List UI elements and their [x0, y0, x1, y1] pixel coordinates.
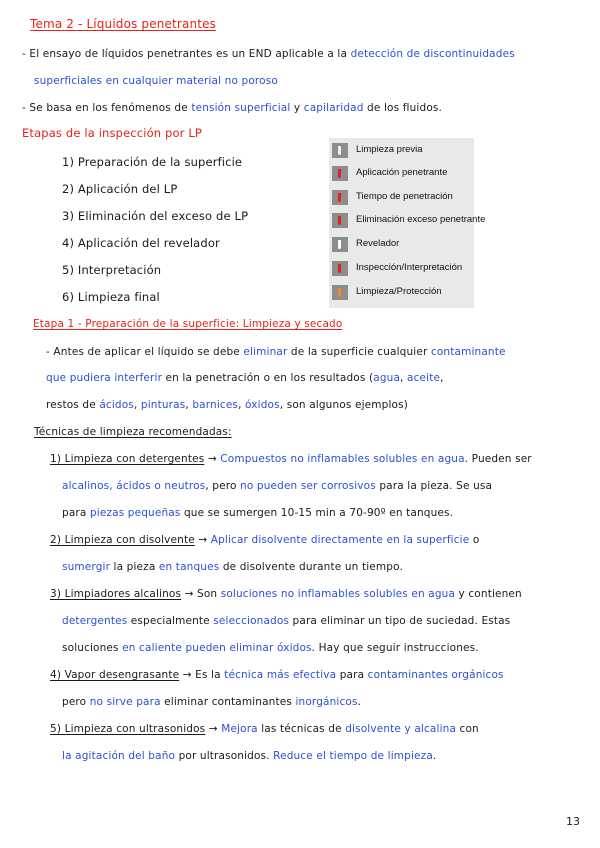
drop-icon [338, 146, 341, 155]
intro-text: - El ensayo de líquidos penetrantes es un END aplicable a la [22, 48, 351, 60]
highlight: barnices [192, 399, 239, 411]
intro-text: y [290, 102, 304, 114]
tecnica-title: 3) Limpiadores alcalinos [50, 588, 182, 600]
intro-highlight: tensión superficial [191, 102, 291, 114]
legend-label: Limpieza previa [356, 144, 423, 155]
text: para [62, 507, 90, 519]
drop-icon [338, 169, 341, 178]
highlight: contaminantes orgánicos [367, 669, 504, 681]
highlight: en tanques [158, 561, 220, 573]
etapa1-line-2 [46, 371, 444, 385]
text: eliminar contaminantes [160, 696, 296, 708]
legend-item [329, 236, 474, 254]
text: . [357, 696, 362, 708]
text: . [432, 750, 437, 762]
highlight: inorgánicos [295, 696, 358, 708]
text: - Antes de aplicar el líquido se debe [46, 346, 244, 358]
tecnica-title: 2) Limpieza con disolvente [50, 534, 195, 546]
highlight: no sirve para [89, 696, 161, 708]
intro-line-3 [22, 101, 442, 115]
stage-item: 1) Preparación de la superficie [62, 155, 243, 169]
legend-label: Revelador [356, 238, 400, 249]
tecnica-4-line-1 [50, 668, 504, 682]
legend-swatch-icon [332, 143, 348, 158]
highlight: técnica más efectiva [224, 669, 337, 681]
highlight: agua [373, 372, 401, 384]
highlight: óxidos [245, 399, 280, 411]
drop-icon [338, 193, 341, 202]
text: y contienen [455, 588, 522, 600]
tecnica-2-line-1 [50, 533, 479, 547]
tecnica-1-line-1 [50, 452, 532, 466]
highlight: en caliente pueden eliminar óxidos [122, 642, 312, 654]
highlight: seleccionados [213, 615, 290, 627]
legend-swatch-icon [332, 261, 348, 276]
highlight: Mejora [221, 723, 258, 735]
highlight: aceite [407, 372, 441, 384]
text: , son algunos ejemplos) [279, 399, 408, 411]
legend-item [329, 260, 474, 278]
etapa1-heading: Etapa 1 - Preparación de la superficie: Limpieza y secado [33, 318, 343, 330]
tecnica-title: 5) Limpieza con ultrasonidos [50, 723, 206, 735]
highlight: disolvente y alcalina [345, 723, 457, 735]
highlight: directamente en la superficie [310, 534, 470, 546]
highlight: Reduce el tiempo de limpieza [273, 750, 433, 762]
tecnica-3-line-1 [50, 587, 522, 601]
legend-label: Aplicación penetrante [356, 167, 448, 178]
tecnica-3-line-3 [62, 641, 479, 655]
legend-swatch-icon [332, 190, 348, 205]
etapa1-line-1 [46, 345, 506, 359]
tecnica-title: 4) Vapor desengrasante [50, 669, 180, 681]
text: , [400, 372, 408, 384]
legend-swatch-icon [332, 166, 348, 181]
highlight: Aplicar disolvente [210, 534, 311, 546]
text: por ultrasonidos. [175, 750, 274, 762]
legend-swatch-icon [332, 285, 348, 300]
legend-item [329, 284, 474, 302]
page-title: Tema 2 - Líquidos penetrantes [30, 17, 217, 31]
drop-icon [338, 288, 341, 297]
arrow: → Son [181, 588, 221, 600]
highlight: soluciones no inflamables solubles en agua [220, 588, 456, 600]
legend-swatch-icon [332, 213, 348, 228]
arrow: → [194, 534, 211, 546]
drop-icon [338, 240, 341, 249]
arrow: → Es la [179, 669, 225, 681]
text: o [469, 534, 480, 546]
legend-label: Inspección/Interpretación [356, 262, 463, 273]
text: soluciones [62, 642, 123, 654]
highlight: la agitación del baño [62, 750, 176, 762]
legend-swatch-icon [332, 237, 348, 252]
stage-item: 5) Interpretación [62, 263, 162, 277]
legend-label: Eliminación exceso penetrante [356, 214, 486, 225]
tecnica-3-line-2 [62, 614, 510, 628]
text: para la pieza. Se usa [375, 480, 493, 492]
tecnica-title: 1) Limpieza con detergentes [50, 453, 205, 465]
highlight: eliminar [243, 346, 288, 358]
drop-icon [338, 216, 341, 225]
intro-text: - Se basa en los fenómenos de [22, 102, 192, 114]
intro-line-1 [22, 47, 515, 61]
text: de la superficie cualquier [287, 346, 431, 358]
text: que se sumergen 10-15 min a 70-90º en tanques. [180, 507, 454, 519]
stage-item: 3) Eliminación del exceso de LP [62, 209, 249, 223]
highlight: sumergir [62, 561, 111, 573]
stage-item: 6) Limpieza final [62, 290, 160, 304]
arrow: → [204, 453, 221, 465]
text: . Hay que seguir instrucciones. [311, 642, 479, 654]
highlight: detergentes [62, 615, 128, 627]
text: en la penetración o en los resultados ( [162, 372, 374, 384]
tecnicas-heading: Técnicas de limpieza recomendadas: [34, 426, 232, 438]
highlight: alcalinos, ácidos o neutros [62, 480, 206, 492]
drop-icon [338, 264, 341, 273]
tecnica-1-line-3 [62, 506, 453, 520]
text: restos de [46, 399, 100, 411]
etapa1-line-3 [46, 398, 408, 412]
intro-highlight: capilaridad [303, 102, 364, 114]
page-number: 13 [566, 815, 580, 828]
legend-item [329, 189, 474, 207]
intro-line-2: superficiales en cualquier material no poroso [34, 75, 278, 87]
legend-item [329, 212, 486, 230]
text: . Pueden ser [464, 453, 532, 465]
text: de disolvente durante un tiempo. [219, 561, 403, 573]
legend-label: Limpieza/Protección [356, 286, 442, 297]
text: , [440, 372, 444, 384]
text: pero [62, 696, 90, 708]
tecnica-5-line-2 [62, 749, 436, 763]
legend-item [329, 165, 474, 183]
highlight: que pudiera interferir [46, 372, 163, 384]
tecnica-4-line-2 [62, 695, 361, 709]
tecnica-2-line-2 [62, 560, 403, 574]
stages-legend [329, 138, 486, 308]
text: la pieza [110, 561, 159, 573]
text: especialmente [127, 615, 214, 627]
text: , [238, 399, 246, 411]
text: para [336, 669, 368, 681]
text: , pero [205, 480, 241, 492]
tecnica-1-line-2 [62, 479, 492, 493]
text: para eliminar un tipo de suciedad. Estas [289, 615, 511, 627]
tecnica-5-line-1 [50, 722, 479, 736]
arrow: → [205, 723, 222, 735]
text: , [133, 399, 141, 411]
stage-item: 2) Aplicación del LP [62, 182, 178, 196]
intro-text: de los fluidos. [363, 102, 442, 114]
stages-heading: Etapas de la inspección por LP [22, 126, 202, 140]
highlight: ácidos [99, 399, 134, 411]
intro-highlight: detección de discontinuidades [350, 48, 515, 60]
legend-label: Tiempo de penetración [356, 191, 453, 202]
text: con [456, 723, 479, 735]
highlight: pinturas [140, 399, 186, 411]
stage-item: 4) Aplicación del revelador [62, 236, 220, 250]
legend-item [329, 142, 474, 160]
text: , [185, 399, 193, 411]
highlight: Compuestos no inflamables solubles en agua [220, 453, 465, 465]
highlight: no pueden ser corrosivos [240, 480, 376, 492]
text: las técnicas de [257, 723, 346, 735]
highlight: contaminante [430, 346, 506, 358]
highlight: piezas pequeñas [89, 507, 181, 519]
